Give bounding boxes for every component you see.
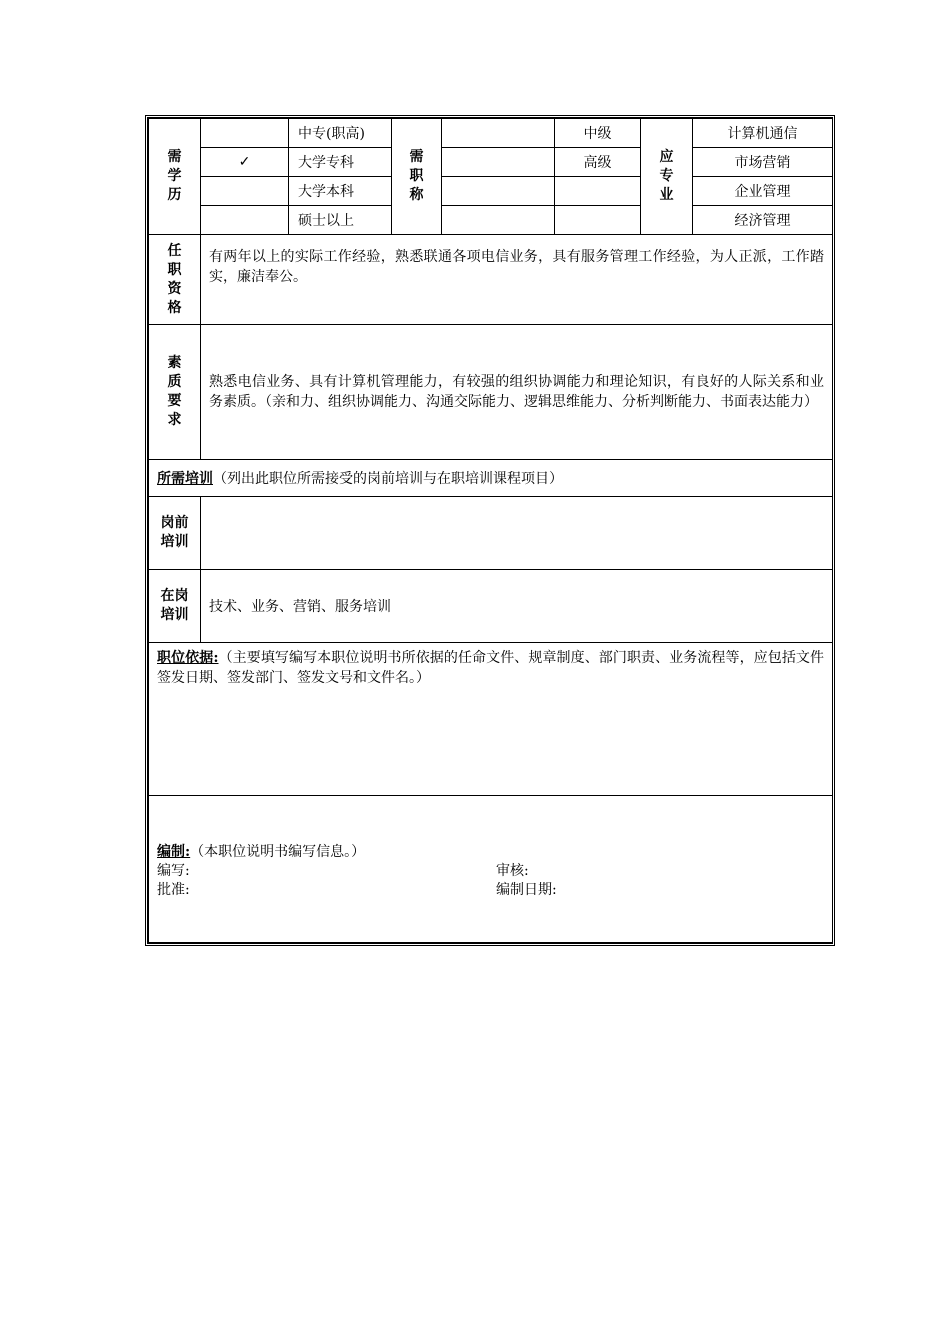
title-mark[interactable] [442,177,555,206]
date-label: 编制日期: [496,882,557,898]
major-option: 计算机通信 [693,119,833,148]
title-level: 中级 [555,119,641,148]
form-table [148,118,833,943]
education-mark[interactable] [201,119,289,148]
major-option: 市场营销 [693,148,833,177]
title-header: 需 职 称 [392,119,442,235]
education-mark[interactable] [201,206,289,235]
title-mark[interactable] [442,206,555,235]
title-mark[interactable] [442,119,555,148]
compile-title: 编制: [157,844,191,860]
reviewer-label: 审核: [496,863,529,879]
compile-note: （本职位说明书编写信息。） [190,844,366,860]
education-mark[interactable] [201,177,289,206]
pre-training-text[interactable] [201,497,833,570]
compile-section [149,796,833,943]
basis-note: （主要填写编写本职位说明书所依据的任命文件、规章制度、部门职责、业务流程等，应包括文件签发日期、签发部门、签发文号和文件名。） [157,650,824,686]
on-training-header: 在岗 培训 [149,570,201,643]
major-option: 企业管理 [693,177,833,206]
training-heading [149,460,833,497]
title-mark[interactable] [442,148,555,177]
major-option: 经济管理 [693,206,833,235]
title-level: 高级 [555,148,641,177]
basis-title: 职位依据: [157,650,219,666]
education-option: 硕士以上 [289,206,392,235]
major-header: 应 专 业 [641,119,693,235]
basis-section [149,643,833,796]
pre-training-header: 岗前 培训 [149,497,201,570]
education-option: 大学本科 [289,177,392,206]
job-description-form [145,115,835,946]
training-note: （列出此职位所需接受的岗前培训与在职培训课程项目） [213,471,563,487]
on-training-text: 技术、业务、营销、服务培训 [201,570,833,643]
education-header: 需 学 历 [149,119,201,235]
title-level [555,206,641,235]
training-title: 所需培训 [157,471,213,487]
education-mark[interactable]: ✓ [201,148,289,177]
quality-header: 素 质 要 求 [149,325,201,460]
qualification-text: 有两年以上的实际工作经验，熟悉联通各项电信业务，具有服务管理工作经验，为人正派，工作踏实，廉洁奉公。 [209,249,824,285]
title-level [555,177,641,206]
education-option: 中专(职高) [289,119,392,148]
writer-label: 编写: [157,863,190,879]
approver-label: 批准: [157,882,190,898]
education-option: 大学专科 [289,148,392,177]
qualification-header: 任 职 资 格 [149,235,201,325]
quality-text: 熟悉电信业务、具有计算机管理能力，有较强的组织协调能力和理论知识，有良好的人际关系和业务素质。（亲和力、组织协调能力、沟通交际能力、逻辑思维能力、分析判断能力、书面表达能力） [209,374,824,410]
